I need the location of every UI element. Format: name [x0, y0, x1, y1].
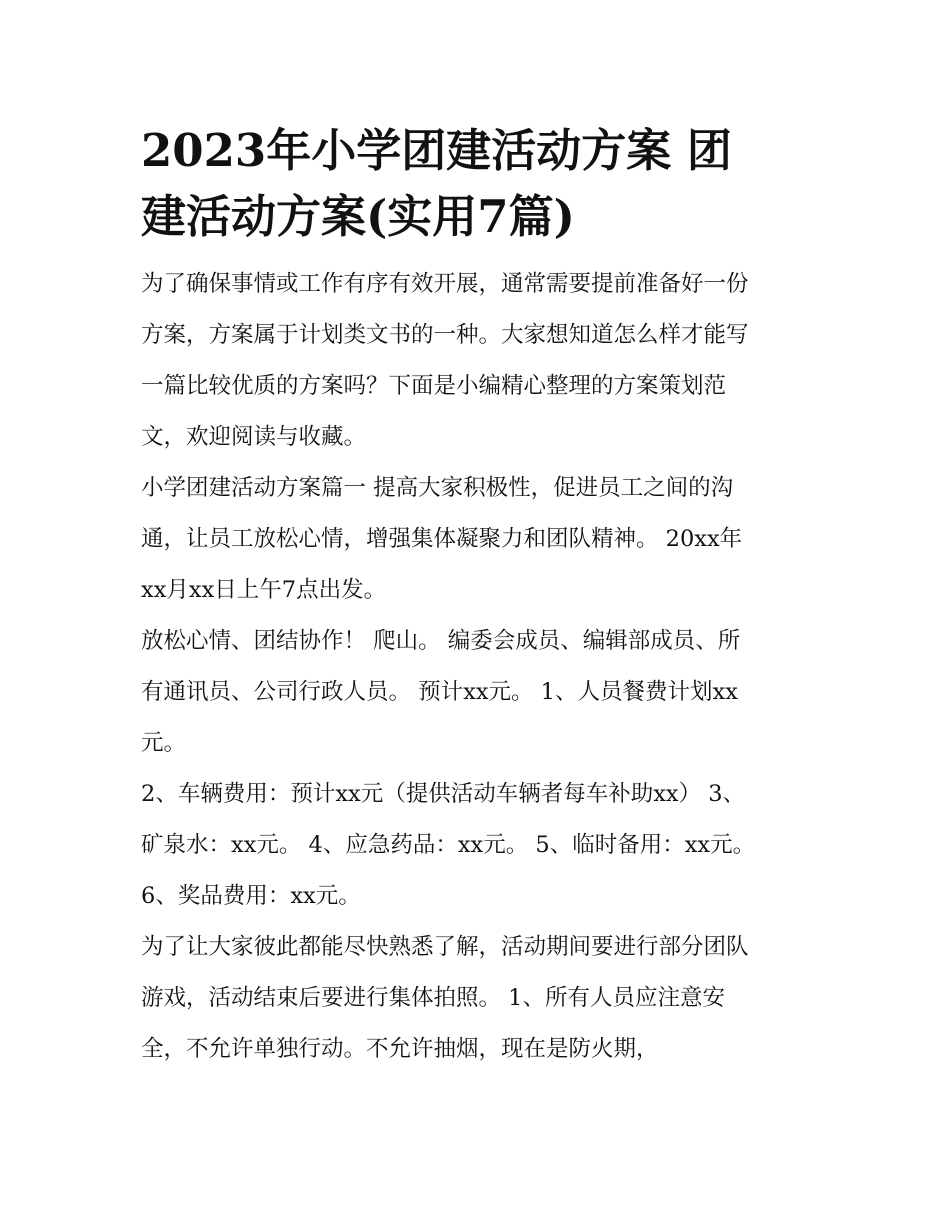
title-line-1: 2023年小学团建活动方案 团	[141, 124, 732, 177]
document-page	[141, 118, 821, 1075]
body-line: 有通讯员、公司行政人员。 预计xx元。 1、人员餐费计划xx	[141, 679, 738, 705]
body-line: 一篇比较优质的方案吗？下面是小编精心整理的方案策划范	[141, 373, 727, 399]
title-line-2: 建活动方案(实用7篇)	[141, 190, 575, 243]
body-line: 全，不允许单独行动。不允许抽烟，现在是防火期，	[141, 1036, 659, 1062]
body-line: 游戏，活动结束后要进行集体拍照。 1、所有人员应注意安	[141, 985, 725, 1011]
body-line: 元。	[141, 730, 187, 756]
body-line: 为了让大家彼此都能尽快熟悉了解，活动期间要进行部分团队	[141, 934, 749, 960]
body-line: 文，欢迎阅读与收藏。	[141, 424, 367, 450]
body-line: 矿泉水：xx元。 4、应急药品：xx元。 5、临时备用：xx元。	[141, 832, 756, 858]
body-line: 小学团建活动方案篇一 提高大家积极性，促进员工之间的沟	[141, 475, 734, 501]
body-line: 为了确保事情或工作有序有效开展，通常需要提前准备好一份	[141, 271, 749, 297]
body-line: 通，让员工放松心情，增强集体凝聚力和团队精神。 20xx年	[141, 526, 743, 552]
body-line: 方案，方案属于计划类文书的一种。大家想知道怎么样才能写	[141, 322, 749, 348]
body-line: 放松心情、团结协作！ 爬山。 编委会成员、编辑部成员、所	[141, 628, 741, 654]
document-body	[141, 259, 821, 1075]
body-line: 6、奖品费用：xx元。	[141, 883, 361, 909]
body-line: xx月xx日上午7点出发。	[141, 577, 387, 603]
document-title	[141, 118, 821, 250]
body-line: 2、车辆费用：预计xx元（提供活动车辆者每车补助xx） 3、	[141, 781, 746, 807]
